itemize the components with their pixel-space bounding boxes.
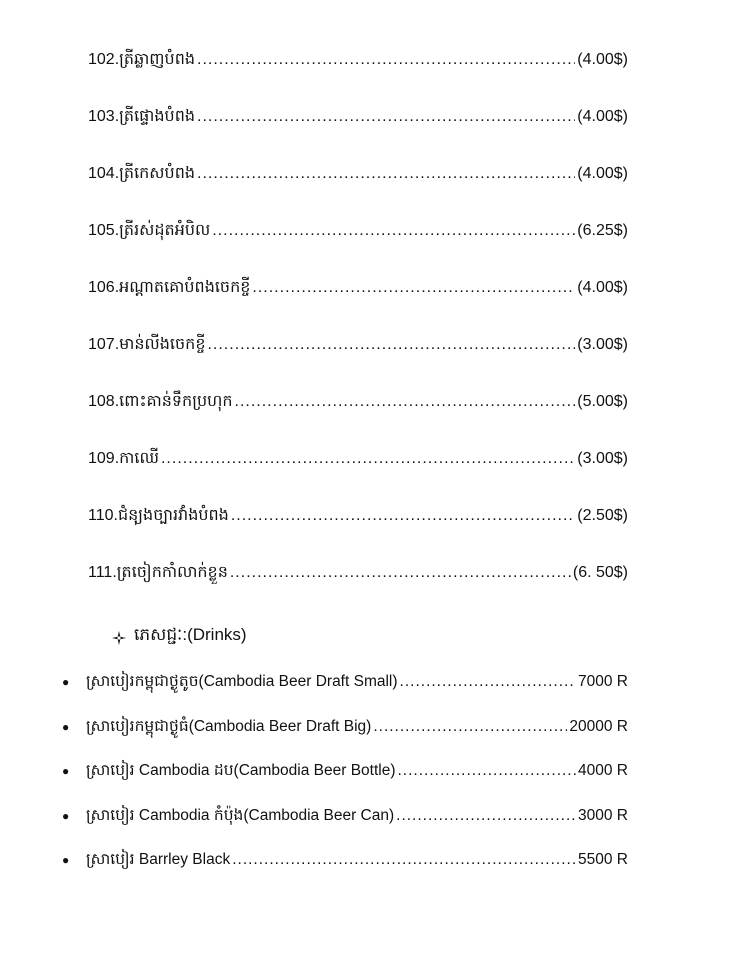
- food-item: [88, 107, 628, 164]
- drinks-section-heading: [112, 624, 247, 649]
- food-item-price: (5.00$): [577, 393, 628, 410]
- drink-item-name: ស្រាបៀរកម្ពុជាថ្ងូតូច(Cambodia Beer Draft Small): [86, 673, 398, 690]
- food-item-name: 110.ជំនុ្យងច្បារវាំងបំពង: [88, 507, 229, 524]
- food-item-name: 111.ត្រចៀកកាំលាក់ខ្លួន: [88, 564, 228, 581]
- food-item-price: (6. 50$): [572, 564, 628, 581]
- dot-leader: [197, 164, 575, 184]
- drink-item: [62, 850, 628, 895]
- dot-leader: [230, 563, 571, 583]
- dot-leader: [197, 50, 575, 70]
- bullet-icon: ●: [62, 808, 70, 823]
- food-item-price: (2.50$): [577, 507, 628, 524]
- bullet-icon: ●: [62, 764, 70, 778]
- dot-leader: [252, 278, 575, 298]
- food-item: [88, 506, 628, 563]
- drink-item-price: 4000 R: [578, 762, 628, 779]
- dot-leader: [396, 806, 576, 826]
- drinks-list: [62, 672, 628, 895]
- food-item-name: 108.ពោះគាន់ទឹកប្រហុក: [88, 393, 233, 410]
- food-item-name: 103.ត្រីផ្ទោងបំពង: [88, 108, 195, 125]
- food-item: [88, 164, 628, 221]
- food-item-price: (4.00$): [577, 165, 628, 182]
- dot-leader: [400, 672, 576, 692]
- drink-item-price: 7000 R: [578, 673, 628, 690]
- drink-item: [62, 717, 628, 762]
- dot-leader: [197, 107, 575, 127]
- food-item-price: (4.00$): [577, 108, 628, 125]
- dot-leader: [373, 717, 567, 737]
- drink-item-price: 20000 R: [569, 717, 628, 735]
- dot-leader: [232, 850, 576, 870]
- food-item-price: (4.00$): [577, 279, 628, 296]
- dot-leader: [235, 392, 576, 412]
- bullet-icon: ●: [62, 675, 70, 689]
- food-item: [88, 392, 628, 449]
- dot-leader: [231, 506, 575, 526]
- food-item-list: [88, 50, 628, 620]
- food-item-price: (4.00$): [577, 51, 628, 68]
- food-item-price: (6.25$): [577, 222, 628, 239]
- food-item: [88, 335, 628, 392]
- drink-item-price: 5500 R: [578, 851, 628, 868]
- dot-leader: [212, 221, 575, 241]
- food-item-name: 106.អណ្ដាតគោបំពងចេកខ្ចី: [88, 279, 251, 296]
- diamond-bullet-icon: [112, 630, 126, 644]
- drink-item: [62, 672, 628, 717]
- drink-item-name: ស្រាបៀរកម្ពុជាថ្ងូធំ(Cambodia Beer Draft Big): [86, 717, 372, 735]
- food-item-name: 104.ត្រីកេសបំពង: [88, 165, 195, 182]
- drink-item: [62, 806, 628, 851]
- food-item-name: 102.ត្រីឆ្លាញបំពង: [88, 51, 195, 68]
- food-item: [88, 563, 628, 620]
- bullet-icon: ●: [62, 719, 70, 734]
- drink-item-name: ស្រាបៀរ Barrley Black: [86, 851, 231, 868]
- dot-leader: [398, 761, 577, 781]
- drink-item: [62, 761, 628, 806]
- food-item-name: 105.ត្រីរស់ដុតអំបិល: [88, 222, 211, 239]
- bullet-icon: ●: [62, 853, 70, 867]
- food-item-name: 109.កាឈើ: [88, 450, 159, 467]
- food-item: [88, 50, 628, 107]
- food-item: [88, 221, 628, 278]
- drinks-heading-text: ភេសជ្ជៈ:(Drinks): [134, 625, 247, 644]
- dot-leader: [161, 449, 575, 469]
- drink-item-name: ស្រាបៀរ Cambodia កំប៉ុង(Cambodia Beer Can): [86, 806, 395, 824]
- food-item-price: (3.00$): [577, 336, 628, 353]
- dot-leader: [207, 335, 575, 355]
- food-item-name: 107.មាន់លីងចេកខ្ចី: [88, 336, 206, 353]
- drink-item-name: ស្រាបៀរ Cambodia ដប(Cambodia Beer Bottle): [86, 762, 396, 779]
- food-item: [88, 449, 628, 506]
- food-item-price: (3.00$): [577, 450, 628, 467]
- food-item: [88, 278, 628, 335]
- drink-item-price: 3000 R: [578, 806, 628, 824]
